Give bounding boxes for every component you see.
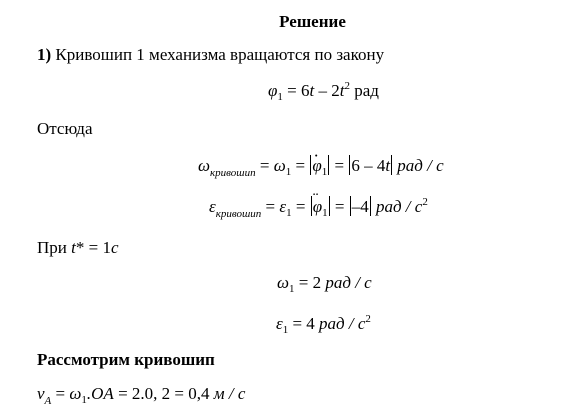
epsilon-subscript: кривошип	[215, 208, 262, 220]
equals-3: =	[334, 156, 345, 175]
at-time-line	[37, 238, 119, 258]
var-t: t	[385, 156, 391, 175]
epsilon-unit: рад / с	[375, 197, 423, 216]
epsilon-symbol: ε	[209, 197, 216, 216]
velocity-a-formula	[37, 384, 246, 407]
hence-label: Отсюда	[37, 119, 93, 138]
equals-2: =	[295, 156, 306, 175]
phi-dot-subscript: 1	[321, 166, 328, 178]
solution-title: Решение	[279, 12, 346, 31]
equals-1: =	[55, 384, 66, 403]
v-symbol: v	[37, 384, 45, 403]
phi-subscript: 1	[277, 91, 283, 103]
time-star: *	[75, 238, 85, 257]
omega-subscript: 1	[289, 283, 295, 295]
abs-bar	[310, 155, 311, 175]
equals-2: =	[295, 197, 306, 216]
phi-symbol: φ	[268, 81, 278, 100]
phi-ddot-subscript: 1	[322, 207, 328, 219]
abs-bar	[328, 155, 329, 175]
var-t-squared: t	[339, 81, 345, 100]
step-text: Кривошип 1 механизма вращаются по закону	[55, 45, 385, 64]
omega-symbol: ω	[198, 156, 211, 175]
omega-expression: 6 – 4	[351, 156, 386, 175]
equals-sign: =	[88, 238, 99, 257]
equals-sign: =	[287, 81, 297, 100]
consider-crank-heading: Рассмотрим кривошип	[37, 350, 215, 369]
omega-symbol: ω	[69, 384, 82, 403]
unit-rad: рад	[354, 81, 379, 100]
abs-bar	[391, 155, 392, 175]
omega-value: 2	[312, 273, 322, 292]
abs-bar	[350, 196, 351, 216]
epsilon-unit-exponent: 2	[422, 196, 428, 208]
phi-dot: · φ	[312, 156, 321, 176]
omega-value-formula	[277, 273, 372, 293]
at-label: При	[37, 238, 67, 257]
exponent: 2	[344, 80, 350, 92]
abs-bar	[311, 196, 312, 216]
phi-ddot: ¨ φ	[313, 197, 322, 217]
v-subscript: A	[44, 395, 52, 407]
step-1-statement	[37, 45, 384, 65]
omega-unit: рад / с	[325, 273, 372, 292]
product-values: 2.0, 2	[131, 384, 171, 403]
omega-subscript: кривошип	[210, 167, 256, 179]
angular-acceleration-formula	[209, 196, 428, 220]
var-t: t	[309, 81, 315, 100]
omega-subscript: 1	[81, 394, 87, 406]
equals-sign: =	[298, 273, 309, 292]
epsilon-value-formula	[276, 314, 371, 334]
epsilon1-subscript: 1	[286, 207, 292, 219]
omega1-symbol: ω	[273, 156, 286, 175]
abs-bar	[370, 196, 371, 216]
omega-symbol: ω	[277, 273, 290, 292]
equals-3: =	[174, 384, 184, 403]
velocity-result: 0,4	[188, 384, 210, 403]
equals-1: =	[259, 156, 270, 175]
abs-bar	[329, 196, 330, 216]
epsilon-value: 4	[306, 314, 315, 333]
equals-3: =	[334, 197, 345, 216]
omega-unit: рад / с	[397, 156, 444, 175]
equals-sign: =	[292, 314, 303, 333]
rotation-law-formula	[268, 81, 379, 101]
equals-1: =	[265, 197, 276, 216]
epsilon1-symbol: ε	[279, 197, 287, 216]
time-var: t	[71, 238, 76, 257]
equals-2: =	[118, 384, 128, 403]
epsilon-symbol: ε	[276, 314, 283, 333]
coef-6: 6	[301, 81, 310, 100]
epsilon-expression: –4	[351, 197, 369, 216]
oa-length: .OA	[86, 384, 114, 403]
epsilon-unit-exponent: 2	[365, 313, 371, 325]
coef-2: 2	[331, 81, 340, 100]
angular-velocity-formula	[198, 155, 444, 179]
epsilon-subscript: 1	[282, 324, 289, 336]
step-number: 1)	[37, 45, 52, 64]
epsilon-unit: рад / с	[319, 314, 366, 333]
omega1-subscript: 1	[285, 166, 292, 178]
minus-sign: –	[318, 81, 327, 100]
velocity-unit: м / с	[213, 384, 246, 403]
time-unit: с	[110, 238, 119, 257]
time-value: 1	[102, 238, 111, 257]
